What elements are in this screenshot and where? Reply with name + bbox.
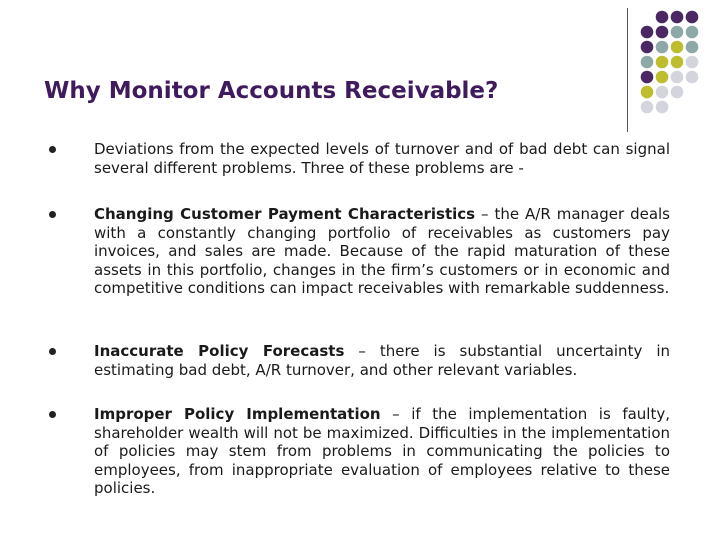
bullet-body: Deviations from the expected levels of turnover and of bad debt can signal several different problems. Three of these problems are - <box>94 140 670 177</box>
bullet-body: – the A/R manager deals with a constantly changing portfolio of receivables as customers pay invoices, and sales are made. Because of the rapid maturation of these assets in this portfolio, changes in the firm’s customers or in economic and competitive conditions can impact receivables with remarkable suddenness. <box>94 205 670 297</box>
bullet-dot <box>49 411 56 418</box>
decorative-dot <box>641 71 654 84</box>
bullet-heading: Inaccurate Policy Forecasts <box>94 342 345 360</box>
bullet-dot <box>49 146 56 153</box>
bullet-text <box>94 140 670 177</box>
decorative-dot <box>641 26 654 39</box>
decorative-dot <box>686 41 699 54</box>
decorative-dot <box>686 56 699 69</box>
bullet-dot <box>49 348 56 355</box>
bullet-body: – there is substantial uncertainty in estimating bad debt, A/R turnover, and other relevant variables. <box>94 342 670 379</box>
decorative-dot-grid <box>640 10 720 120</box>
decorative-dot <box>656 101 669 114</box>
decorative-dot <box>671 26 684 39</box>
decorative-dot <box>656 56 669 69</box>
decorative-dot <box>686 11 699 24</box>
decorative-dot <box>641 86 654 99</box>
decorative-dot <box>671 86 684 99</box>
decorative-dot <box>656 41 669 54</box>
bullet-dot <box>49 211 56 218</box>
decorative-dot <box>686 71 699 84</box>
bullet-heading: Changing Customer Payment Characteristics <box>94 205 476 223</box>
decorative-dot <box>641 101 654 114</box>
decorative-dot <box>671 41 684 54</box>
bullet-body: – if the implementation is faulty, shareholder wealth will not be maximized. Difficulties in the implementation of policies may stem from problems in communicating the policies to employees, from inappropriate evaluation of employees relative to these policies. <box>94 405 670 497</box>
decorative-dot <box>671 71 684 84</box>
decorative-dot <box>656 11 669 24</box>
bullet-text <box>94 342 670 379</box>
bullet-text <box>94 405 670 498</box>
decorative-dot <box>641 56 654 69</box>
decorative-dot <box>656 86 669 99</box>
slide-title: Why Monitor Accounts Receivable? <box>44 78 499 104</box>
bullet-heading: Improper Policy Implementation <box>94 405 381 423</box>
decorative-dot <box>671 56 684 69</box>
decorative-dot <box>641 41 654 54</box>
decorative-dot <box>656 26 669 39</box>
decorative-dot <box>686 26 699 39</box>
bullet-text <box>94 205 670 298</box>
decorative-divider-line <box>627 8 628 132</box>
decorative-dot <box>671 11 684 24</box>
decorative-dot <box>656 71 669 84</box>
